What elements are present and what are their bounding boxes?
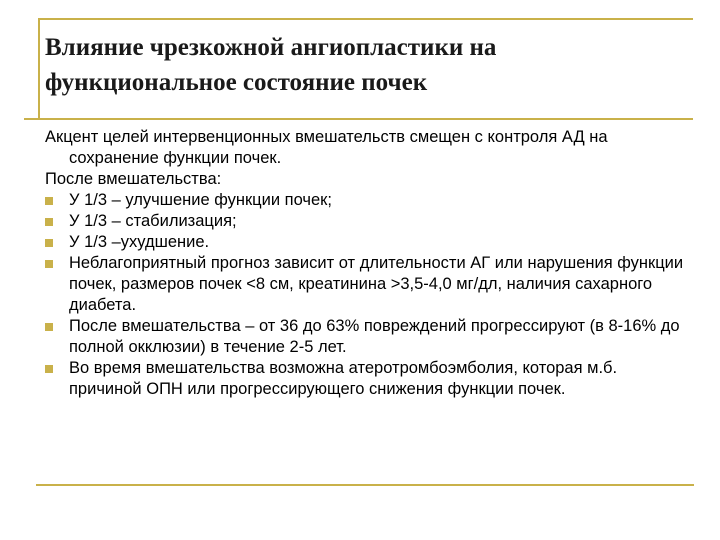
frame-bottom-line [36, 484, 694, 486]
bullet-text: Неблагоприятный прогноз зависит от длительности АГ или нарушения функции почек, размеров почек <8 см, креатинина >3,5-4,0 мг/дл, наличия сахарного диабета. [69, 254, 684, 314]
frame-left-line [38, 18, 40, 120]
title-separator-line [24, 118, 693, 120]
slide-body [45, 127, 685, 400]
bullet-item [45, 232, 685, 253]
bullet-item [45, 316, 685, 358]
bullet-text: У 1/3 – стабилизация; [69, 212, 237, 230]
square-bullet-icon [45, 197, 53, 205]
subheading: После вмешательства: [45, 170, 222, 188]
square-bullet-icon [45, 323, 53, 331]
square-bullet-icon [45, 218, 53, 226]
square-bullet-icon [45, 260, 53, 268]
slide-title: Влияние чрезкожной ангиопластики на функциональное состояние почек [45, 34, 497, 96]
bullet-item [45, 211, 685, 232]
bullet-item [45, 358, 685, 400]
bullet-text: У 1/3 –ухудшение. [69, 233, 210, 251]
frame-top-line [38, 18, 693, 20]
bullet-text: У 1/3 – улучшение функции почек; [69, 191, 332, 209]
bullet-text: После вмешательства – от 36 до 63% повреждений прогрессируют (в 8-16% до полной окклюзии) в течение 2-5 лет. [69, 317, 680, 356]
bullet-item [45, 253, 685, 316]
intro-paragraph: Акцент целей интервенционных вмешательств смещен с контроля АД на сохранение функции почек. [45, 128, 608, 167]
bullet-list [45, 190, 685, 400]
bullet-item [45, 190, 685, 211]
bullet-text: Во время вмешательства возможна атеротромбоэмболия, которая м.б. причиной ОПН или прогрессирующего снижения функции почек. [69, 359, 618, 398]
square-bullet-icon [45, 239, 53, 247]
square-bullet-icon [45, 365, 53, 373]
